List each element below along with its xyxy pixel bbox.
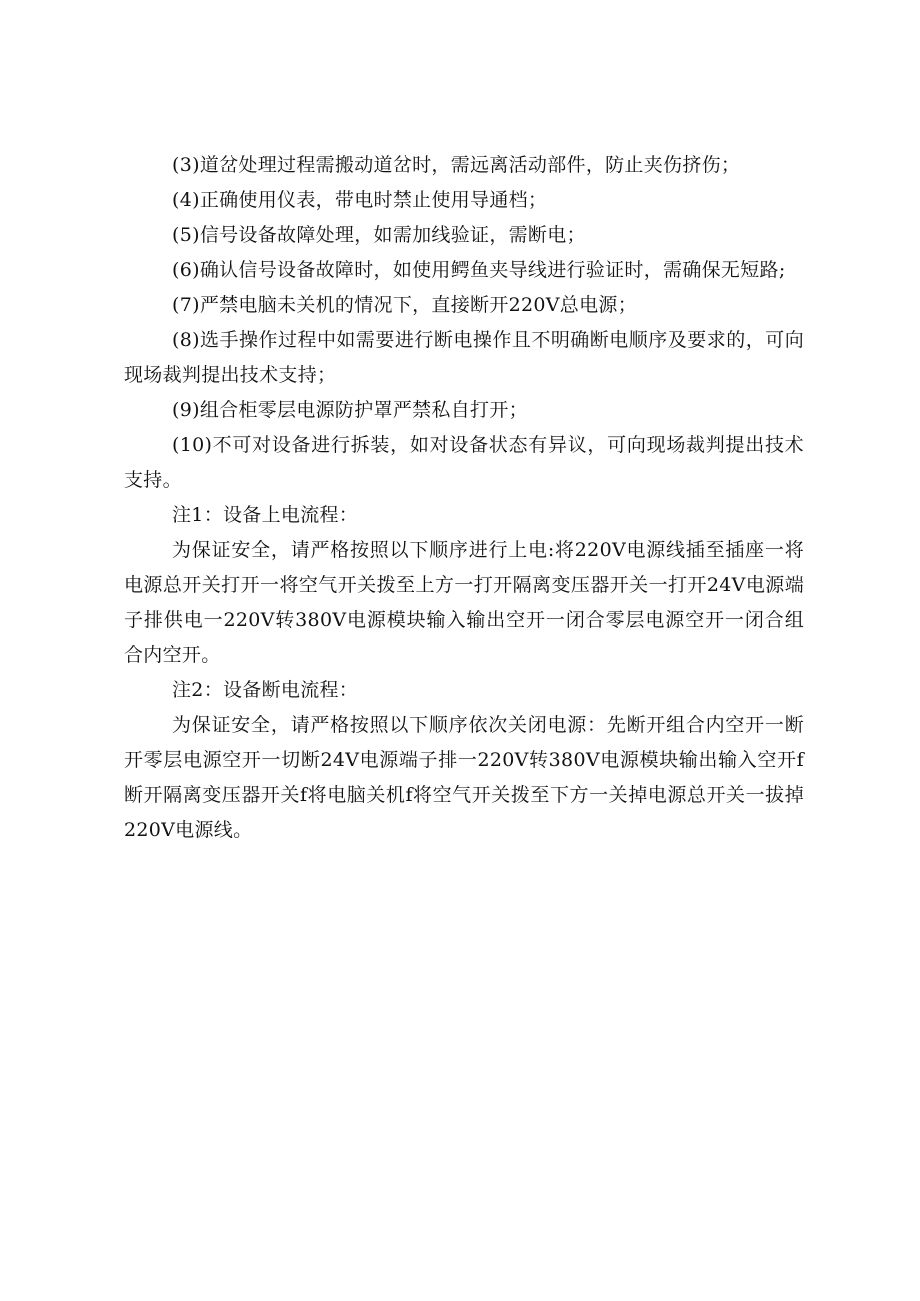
rule-item-6: (6)确认信号设备故障时，如使用鳄鱼夹导线进行验证时，需确保无短路; — [172, 259, 786, 281]
note-1-heading: 注1：设备上电流程： — [172, 504, 359, 526]
rule-item-5: (5)信号设备故障处理，如需加线验证，需断电； — [172, 224, 586, 246]
rule-item-8: (8)选手操作过程中如需要进行断电操作且不明确断电顺序及要求的，可向现场裁判提出技术支持； — [124, 329, 804, 386]
power-on-procedure: 为保证安全，请严格按照以下顺序进行上电:将220V电源线插至插座一将电源总开关打开一将空气开关拨至上方一打开隔离变压器开关一打开24V电源端子排供电一220V转380V电源模块输入输出空开一闭合零层电源空开一闭合组合内空开。 — [124, 539, 804, 666]
rule-item-10: (10)不可对设备进行拆装，如对设备状态有异议，可向现场裁判提出技术支持。 — [124, 434, 804, 491]
document-body — [124, 148, 804, 848]
rule-item-4: (4)正确使用仪表，带电时禁止使用导通档； — [172, 189, 548, 211]
rule-item-9: (9)组合柜零层电源防护罩严禁私自打开； — [172, 399, 528, 421]
power-off-procedure: 为保证安全，请严格按照以下顺序依次关闭电源：先断开组合内空开一断开零层电源空开一切断24V电源端子排一220V转380V电源模块输出输入空开f断开隔离变压器开关f将电脑关机f将空气开关拨至下方一关掉电源总开关一拔掉220V电源线。 — [124, 714, 804, 841]
rule-item-7: (7)严禁电脑未关机的情况下，直接断开220V总电源； — [172, 294, 638, 316]
note-2-heading: 注2：设备断电流程： — [172, 679, 359, 701]
rule-item-3: (3)道岔处理过程需搬动道岔时，需远离活动部件，防止夹伤挤伤； — [172, 154, 741, 176]
